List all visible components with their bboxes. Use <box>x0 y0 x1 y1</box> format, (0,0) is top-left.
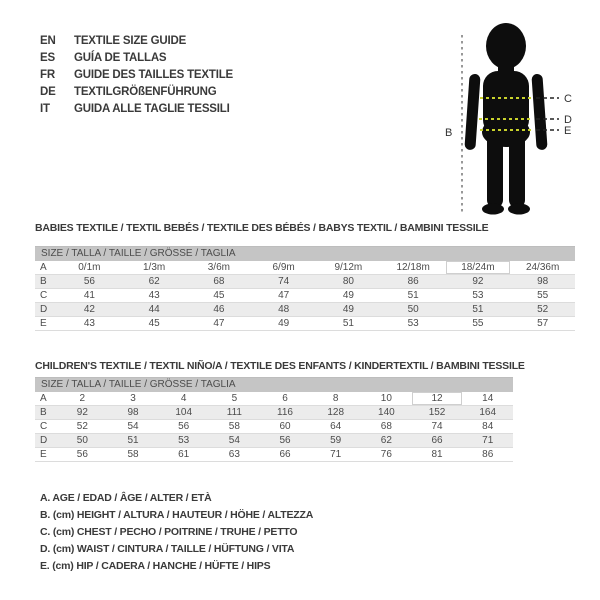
lang-code: ES <box>40 52 55 64</box>
measurement-cell: 68 <box>380 421 392 432</box>
legend-hip: E. (cm) HIP / CADERA / HANCHE / HÜFTE / HIPS <box>40 560 271 572</box>
row-label: C <box>40 421 48 432</box>
figure-label-hip: E <box>564 125 572 137</box>
measurement-cell: 53 <box>407 318 419 329</box>
measurement-cell: 53 <box>178 435 190 446</box>
measurement-cell: 71 <box>330 449 342 460</box>
measurement-cell: 52 <box>537 304 549 315</box>
row-label: E <box>40 318 47 329</box>
language-title-list <box>40 33 233 118</box>
measurement-cell: 50 <box>407 304 419 315</box>
lang-code: IT <box>40 103 50 115</box>
measurement-cell: 64 <box>330 421 342 432</box>
measurement-cell: 61 <box>178 449 190 460</box>
measurement-cell: 62 <box>148 276 160 287</box>
measurement-cell: 68 <box>213 276 225 287</box>
measurement-cell: 62 <box>380 435 392 446</box>
measurement-cell: 42 <box>83 304 95 315</box>
lang-code: FR <box>40 69 55 81</box>
lang-row-fr <box>40 67 233 84</box>
child-silhouette-figure-icon <box>440 10 595 225</box>
measurement-cell: 152 <box>428 407 446 418</box>
size-cell: 9/12m <box>334 262 363 273</box>
table-row-C <box>35 289 575 303</box>
figure-label-height: B <box>445 127 453 139</box>
measurement-cell: 63 <box>228 449 240 460</box>
measurement-cell: 45 <box>213 290 225 301</box>
measurement-cell: 47 <box>278 290 290 301</box>
table-row-A <box>35 392 513 406</box>
measurement-cell: 111 <box>226 407 242 418</box>
measurement-cell: 80 <box>342 276 354 287</box>
lang-title: GUÍA DE TALLAS <box>74 52 167 64</box>
measurement-cell: 45 <box>148 318 160 329</box>
measurement-cell: 56 <box>279 435 291 446</box>
size-cell: 12/18m <box>396 262 430 273</box>
size-cell: 10 <box>380 393 392 404</box>
size-cell: 2 <box>79 393 86 404</box>
measurement-cell: 86 <box>482 449 494 460</box>
measurement-cell: 86 <box>407 276 419 287</box>
measurement-cell: 56 <box>76 449 88 460</box>
row-label: B <box>40 276 47 287</box>
measurement-cell: 55 <box>472 318 484 329</box>
size-cell: 14 <box>482 393 494 404</box>
lang-title: TEXTILE SIZE GUIDE <box>74 35 187 47</box>
lang-row-it <box>40 101 233 118</box>
lang-row-de <box>40 84 233 101</box>
size-cell: 0/1m <box>78 262 101 273</box>
table-row-D <box>35 434 513 448</box>
measurement-cell: 164 <box>479 407 497 418</box>
measurement-cell: 60 <box>279 421 291 432</box>
lang-title: TEXTILGRÖßENFÜHRUNG <box>74 86 217 98</box>
size-cell: 4 <box>180 393 187 404</box>
row-label: E <box>40 449 47 460</box>
measurement-cell: 98 <box>537 276 549 287</box>
table-row-A <box>35 261 575 275</box>
table-row-E <box>35 448 513 462</box>
measurement-cell: 58 <box>127 449 139 460</box>
size-cell: 3 <box>130 393 136 404</box>
measurement-cell: 76 <box>380 449 392 460</box>
table-row-B <box>35 275 575 289</box>
legend-waist: D. (cm) WAIST / CINTURA / TAILLE / HÜFTUNG / VITA <box>40 543 295 555</box>
measurement-cell: 47 <box>213 318 225 329</box>
row-label: A <box>40 393 47 404</box>
row-label: D <box>40 304 48 315</box>
lang-code: DE <box>40 86 56 98</box>
table-row-B <box>35 406 513 420</box>
table-row-C <box>35 420 513 434</box>
measurement-cell: 81 <box>431 449 443 460</box>
measurement-cell: 41 <box>83 290 95 301</box>
measurement-cell: 49 <box>342 290 354 301</box>
figure-label-chest: C <box>564 93 572 105</box>
measurement-cell: 84 <box>482 421 494 432</box>
measurement-cell: 92 <box>76 407 88 418</box>
measurement-cell: 59 <box>330 435 342 446</box>
measurement-cell: 54 <box>127 421 139 432</box>
measurement-legend <box>40 490 313 575</box>
measurement-cell: 74 <box>431 421 443 432</box>
size-table-header: SIZE / TALLA / TAILLE / GRÖSSE / TAGLIA <box>35 246 575 261</box>
size-cell: 6 <box>282 393 288 404</box>
size-cell: 18/24m <box>446 261 511 274</box>
measurement-cell: 50 <box>76 435 88 446</box>
legend-height: B. (cm) HEIGHT / ALTURA / HAUTEUR / HÖHE / ALTEZZA <box>40 509 314 521</box>
size-cell: 24/36m <box>525 262 560 273</box>
measurement-cell: 55 <box>537 290 549 301</box>
row-label: A <box>40 262 47 273</box>
table-row-D <box>35 303 575 317</box>
measurement-cell: 66 <box>279 449 291 460</box>
legend-chest: C. (cm) CHEST / PECHO / POITRINE / TRUHE / PETTO <box>40 526 298 538</box>
children-table-title: CHILDREN'S TEXTILE / TEXTIL NIÑO/A / TEXTILE DES ENFANTS / KINDERTEXTIL / BAMBINI TESSILE <box>35 360 525 372</box>
measurement-cell: 51 <box>127 435 139 446</box>
row-label: B <box>40 407 47 418</box>
measurement-cell: 51 <box>342 318 354 329</box>
legend-age: A. AGE / EDAD / ÂGE / ALTER / ETÀ <box>40 492 212 504</box>
measurement-cell: 56 <box>83 276 95 287</box>
measurement-cell: 52 <box>76 421 88 432</box>
lang-code: EN <box>40 35 56 47</box>
measurement-cell: 51 <box>472 304 484 315</box>
measurement-cell: 74 <box>278 276 290 287</box>
measurement-cell: 43 <box>83 318 95 329</box>
row-label: D <box>40 435 48 446</box>
size-cell: 8 <box>332 393 339 404</box>
babies-size-table <box>35 246 575 331</box>
measurement-cell: 43 <box>148 290 160 301</box>
measurement-cell: 44 <box>148 304 160 315</box>
children-size-table <box>35 377 513 462</box>
lang-row-en <box>40 33 233 50</box>
measurement-cell: 98 <box>127 407 139 418</box>
measurement-cell: 49 <box>342 304 354 315</box>
measurement-cell: 48 <box>278 304 290 315</box>
measurement-cell: 104 <box>175 407 193 418</box>
size-cell: 6/9m <box>272 262 295 273</box>
measurement-cell: 51 <box>407 290 419 301</box>
measurement-cell: 49 <box>278 318 290 329</box>
measurement-cell: 46 <box>213 304 225 315</box>
size-cell: 5 <box>231 393 238 404</box>
table-row-E <box>35 317 575 331</box>
lang-title: GUIDA ALLE TAGLIE TESSILI <box>74 103 230 115</box>
measurement-cell: 128 <box>327 407 345 418</box>
measurement-cell: 71 <box>482 435 494 446</box>
measurement-cell: 66 <box>431 435 443 446</box>
measurement-cell: 57 <box>537 318 549 329</box>
size-cell: 3/6m <box>207 262 230 273</box>
measurement-cell: 116 <box>277 407 293 418</box>
measurement-cell: 58 <box>228 421 240 432</box>
measurement-cell: 53 <box>472 290 484 301</box>
figure-label-waist: D <box>564 114 572 126</box>
measurement-cell: 92 <box>472 276 484 287</box>
size-cell: 1/3m <box>143 262 166 273</box>
size-table-header: SIZE / TALLA / TAILLE / GRÖSSE / TAGLIA <box>35 377 513 392</box>
measurement-cell: 140 <box>378 407 395 418</box>
size-cell: 12 <box>412 392 463 405</box>
measurement-cell: 56 <box>178 421 190 432</box>
measurement-cell: 54 <box>228 435 240 446</box>
lang-title: GUIDE DES TAILLES TEXTILE <box>74 69 233 81</box>
babies-table-title: BABIES TEXTILE / TEXTIL BEBÉS / TEXTILE DES BÉBÉS / BABYS TEXTIL / BAMBINI TESSILE <box>35 222 489 234</box>
lang-row-es <box>40 50 233 67</box>
row-label: C <box>40 290 48 301</box>
